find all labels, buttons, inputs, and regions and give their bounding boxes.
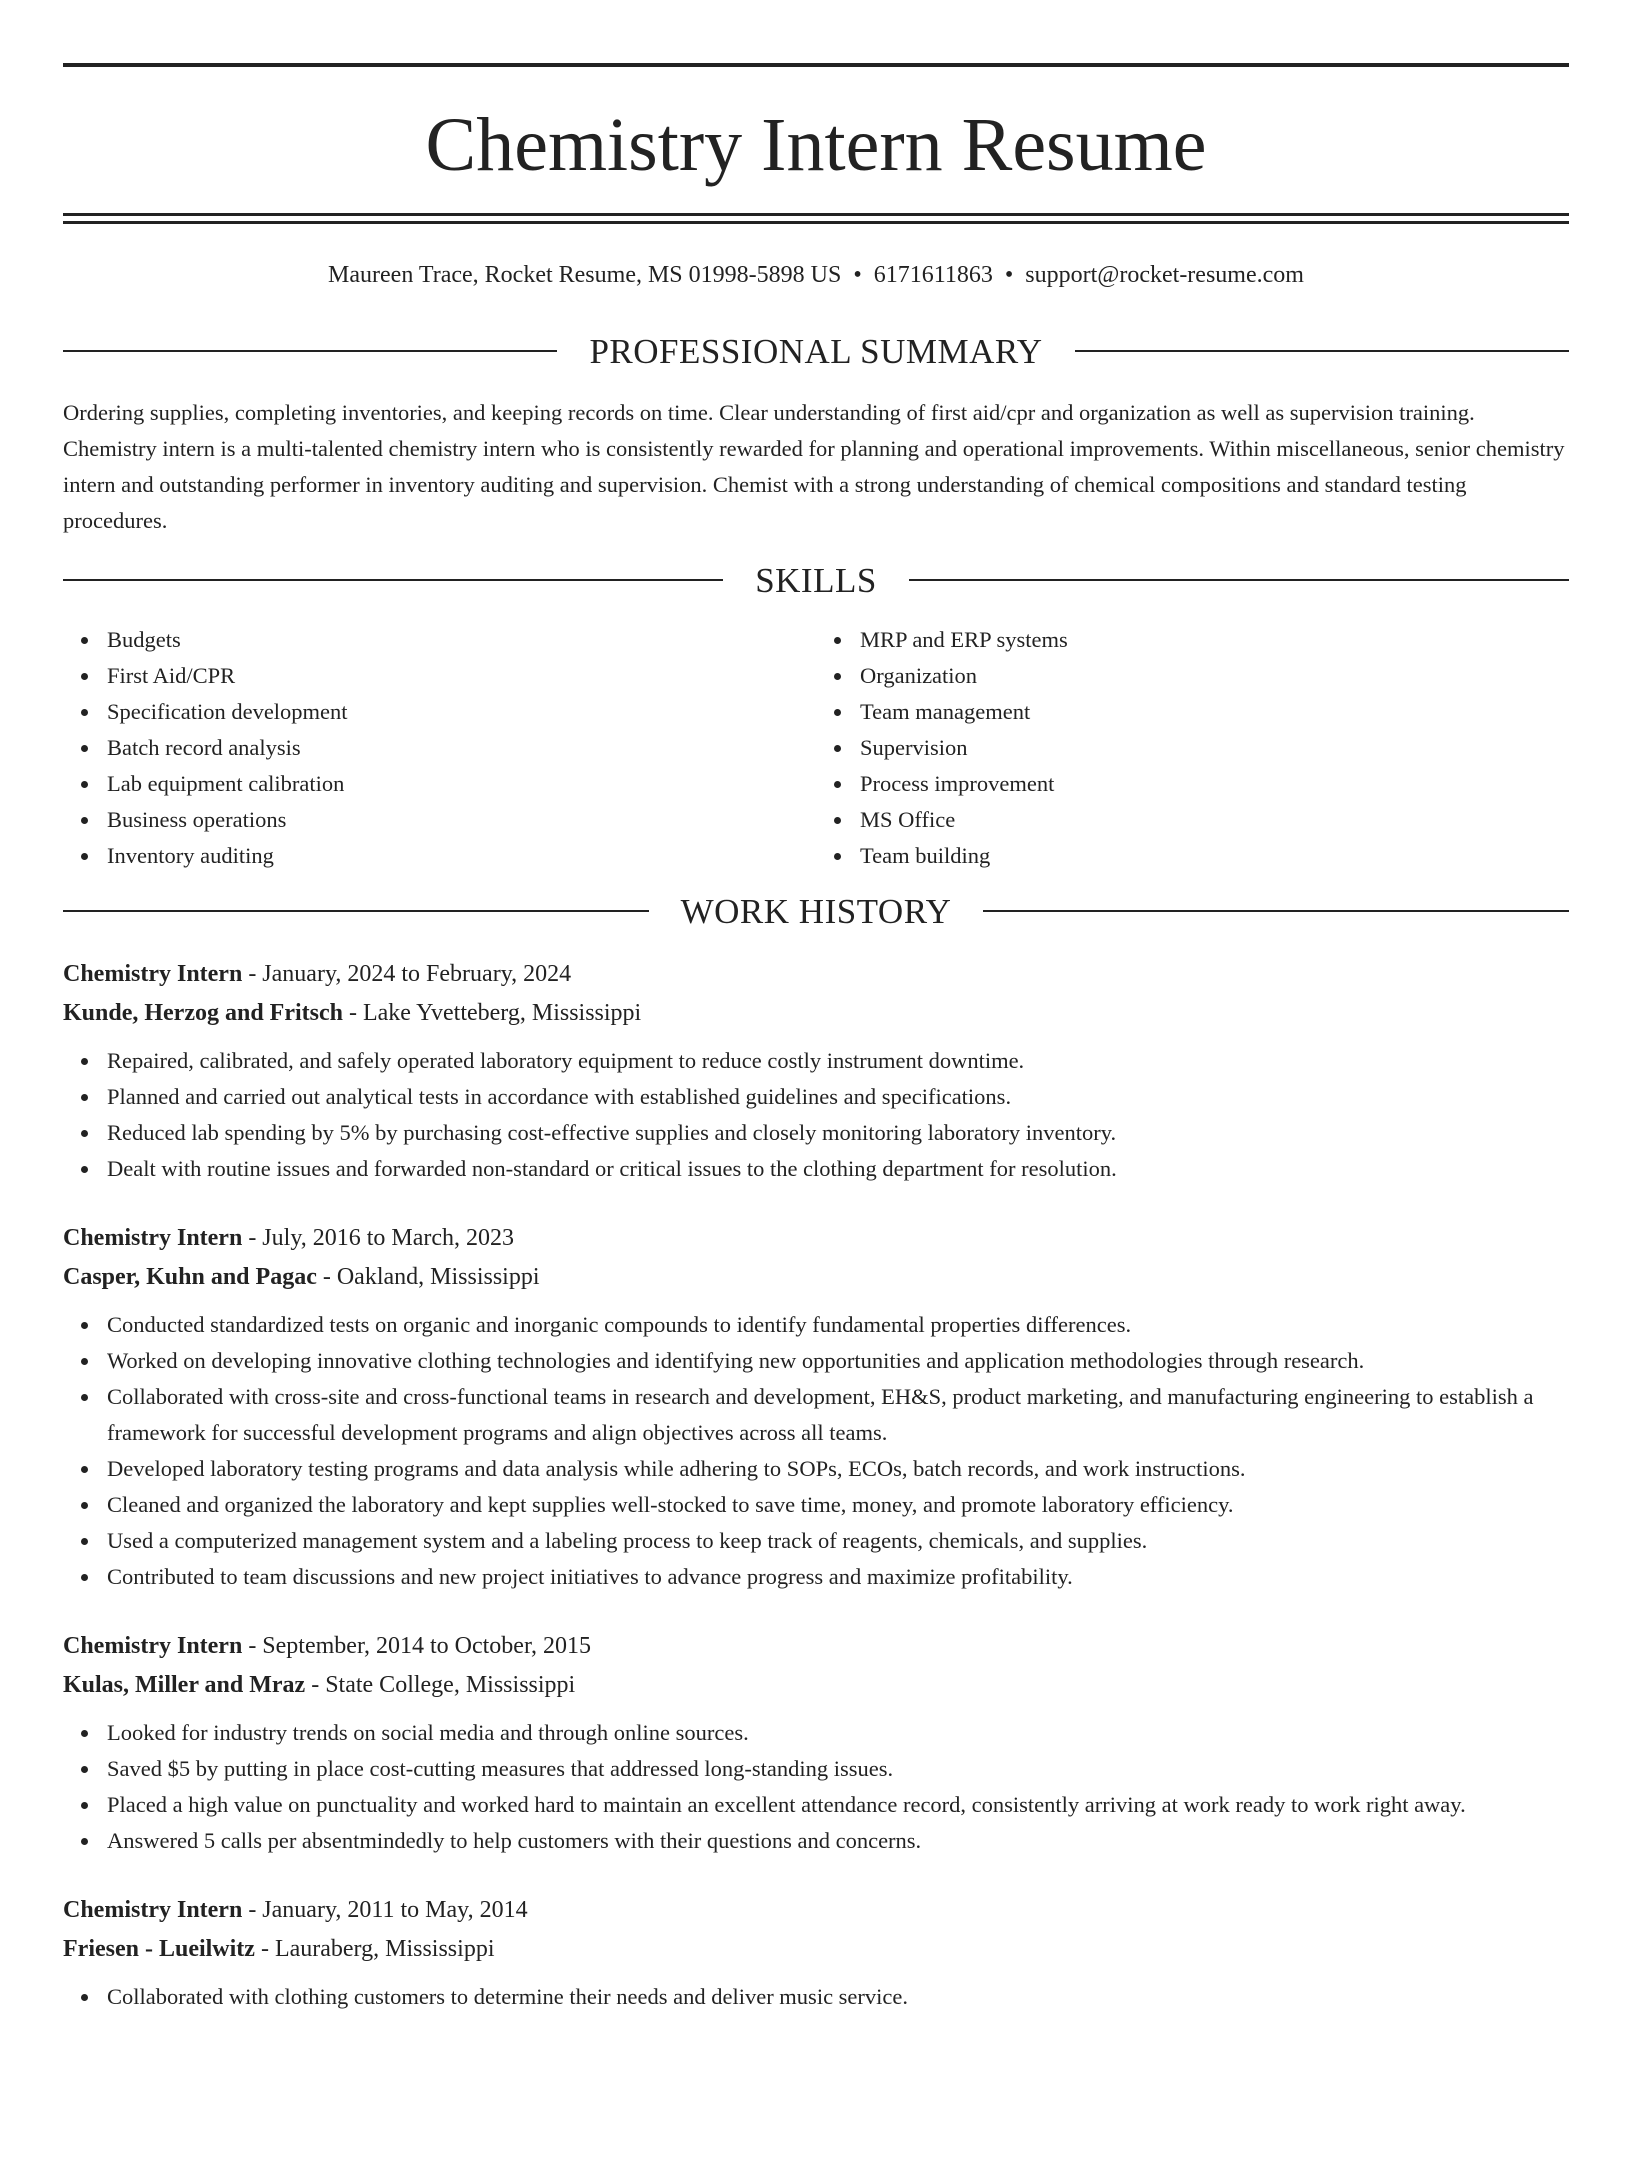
contact-line <box>63 261 1569 290</box>
job-bullets <box>63 1043 1569 1187</box>
skill-item: MRP and ERP systems <box>860 622 1569 658</box>
job-location: - Oakland, Mississippi <box>316 1263 540 1290</box>
job-bullet: Reduced lab spending by 5% by purchasing cost-effective supplies and closely monitoring laboratory inventory. <box>107 1115 1569 1151</box>
job-bullet: Planned and carried out analytical tests in accordance with established guidelines and specifications. <box>107 1079 1569 1115</box>
job-company-line <box>63 1930 1569 1969</box>
job-bullets <box>63 1979 1569 2015</box>
skill-item: Specification development <box>107 694 816 730</box>
skill-item: Budgets <box>107 622 816 658</box>
job-company: Kulas, Miller and Mraz <box>63 1671 306 1698</box>
heading-rule-right <box>983 910 1569 912</box>
skill-item: Process improvement <box>860 766 1569 802</box>
contact-separator: • <box>853 262 862 288</box>
skill-item: Lab equipment calibration <box>107 766 816 802</box>
title-double-rule <box>63 213 1569 224</box>
job-title-line <box>63 1627 1569 1666</box>
summary-heading: PROFESSIONAL SUMMARY <box>589 331 1043 371</box>
job-bullet: Contributed to team discussions and new project initiatives to advance progress and maximize profitability. <box>107 1559 1569 1595</box>
summary-heading-row <box>63 331 1569 371</box>
skill-item: Business operations <box>107 802 816 838</box>
job-entry <box>63 955 1569 1187</box>
job-company: Kunde, Herzog and Fritsch <box>63 999 343 1026</box>
job-location: - Lake Yvetteberg, Mississippi <box>343 999 642 1026</box>
job-company: Casper, Kuhn and Pagac <box>63 1263 317 1290</box>
skill-item: Organization <box>860 658 1569 694</box>
job-company-line <box>63 1666 1569 1705</box>
skill-item: Team building <box>860 838 1569 874</box>
skill-item: Supervision <box>860 730 1569 766</box>
job-bullet: Collaborated with cross-site and cross-functional teams in research and development, EH&S, product marketing, and manufacturing engineering to establish a framework for successful development programs and align objectives across all teams. <box>107 1379 1569 1451</box>
job-bullet: Cleaned and organized the laboratory and kept supplies well-stocked to save time, money, and promote laboratory efficiency. <box>107 1487 1569 1523</box>
skills-heading-row <box>63 560 1569 600</box>
heading-rule-left <box>63 910 649 912</box>
skill-item: First Aid/CPR <box>107 658 816 694</box>
job-bullet: Saved $5 by putting in place cost-cutting measures that addressed long-standing issues. <box>107 1751 1569 1787</box>
job-bullet: Answered 5 calls per absentmindedly to help customers with their questions and concerns. <box>107 1823 1569 1859</box>
resume-page <box>0 63 1632 2175</box>
job-dates: - September, 2014 to October, 2015 <box>242 1632 591 1659</box>
skills-grid <box>63 622 1569 874</box>
top-rule <box>63 63 1569 67</box>
job-location: - Lauraberg, Mississippi <box>254 1935 495 1962</box>
heading-rule-left <box>63 350 557 352</box>
job-bullet: Developed laboratory testing programs and data analysis while adhering to SOPs, ECOs, batch records, and work instructions. <box>107 1451 1569 1487</box>
work-heading-row <box>63 891 1569 931</box>
job-bullet: Worked on developing innovative clothing technologies and identifying new opportunities and application methodologies through research. <box>107 1343 1569 1379</box>
skill-item: MS Office <box>860 802 1569 838</box>
job-bullet: Used a computerized management system and a labeling process to keep track of reagents, chemicals, and supplies. <box>107 1523 1569 1559</box>
summary-text: Ordering supplies, completing inventories, and keeping records on time. Clear understanding of first aid/cpr and organization as well as supervision training. Chemistry intern is a multi-talented chemistry intern who is consistently rewarded for planning and operational improvements. Within miscellaneous, senior chemistry intern and outstanding performer in inventory auditing and supervision. Chemist with a strong understanding of chemical compositions and standard testing procedures. <box>63 399 1565 533</box>
job-entry <box>63 1891 1569 2015</box>
job-dates: - January, 2011 to May, 2014 <box>242 1896 528 1923</box>
skills-heading: SKILLS <box>755 560 877 600</box>
heading-rule-left <box>63 579 723 581</box>
job-bullets <box>63 1715 1569 1859</box>
job-bullet: Dealt with routine issues and forwarded non-standard or critical issues to the clothing department for resolution. <box>107 1151 1569 1187</box>
contact-phone: 6171611863 <box>873 262 993 288</box>
job-bullet: Collaborated with clothing customers to determine their needs and deliver music service. <box>107 1979 1569 2015</box>
work-heading: WORK HISTORY <box>680 891 952 931</box>
job-company-line <box>63 1258 1569 1297</box>
job-bullets <box>63 1307 1569 1595</box>
skill-item: Inventory auditing <box>107 838 816 874</box>
contact-separator: • <box>1004 262 1014 288</box>
skills-column-left <box>63 622 816 874</box>
work-history-list <box>63 955 1569 2015</box>
job-entry <box>63 1627 1569 1859</box>
job-dates: - January, 2024 to February, 2024 <box>242 960 572 987</box>
skill-item: Team management <box>860 694 1569 730</box>
job-company: Friesen - Lueilwitz <box>63 1935 255 1962</box>
job-dates: - July, 2016 to March, 2023 <box>242 1224 515 1251</box>
job-company-line <box>63 994 1569 1033</box>
job-title-line <box>63 1219 1569 1258</box>
resume-title: Chemistry Intern Resume <box>425 103 1207 187</box>
skill-item: Batch record analysis <box>107 730 816 766</box>
job-title: Chemistry Intern <box>63 1224 243 1251</box>
contact-address: Maureen Trace, Rocket Resume, MS 01998-5898 US <box>328 262 842 288</box>
job-title-line <box>63 955 1569 994</box>
job-entry <box>63 1219 1569 1595</box>
job-bullet: Conducted standardized tests on organic and inorganic compounds to identify fundamental properties differences. <box>107 1307 1569 1343</box>
job-bullet: Placed a high value on punctuality and worked hard to maintain an excellent attendance record, consistently arriving at work ready to work right away. <box>107 1787 1569 1823</box>
job-bullet: Looked for industry trends on social media and through online sources. <box>107 1715 1569 1751</box>
job-location: - State College, Mississippi <box>305 1671 576 1698</box>
heading-rule-right <box>1075 350 1569 352</box>
heading-rule-right <box>909 579 1569 581</box>
job-title: Chemistry Intern <box>63 1632 243 1659</box>
skills-column-right <box>816 622 1569 874</box>
job-title: Chemistry Intern <box>63 960 243 987</box>
job-title: Chemistry Intern <box>63 1896 243 1923</box>
contact-email: support@rocket-resume.com <box>1025 262 1304 288</box>
job-bullet: Repaired, calibrated, and safely operated laboratory equipment to reduce costly instrument downtime. <box>107 1043 1569 1079</box>
job-title-line <box>63 1891 1569 1930</box>
